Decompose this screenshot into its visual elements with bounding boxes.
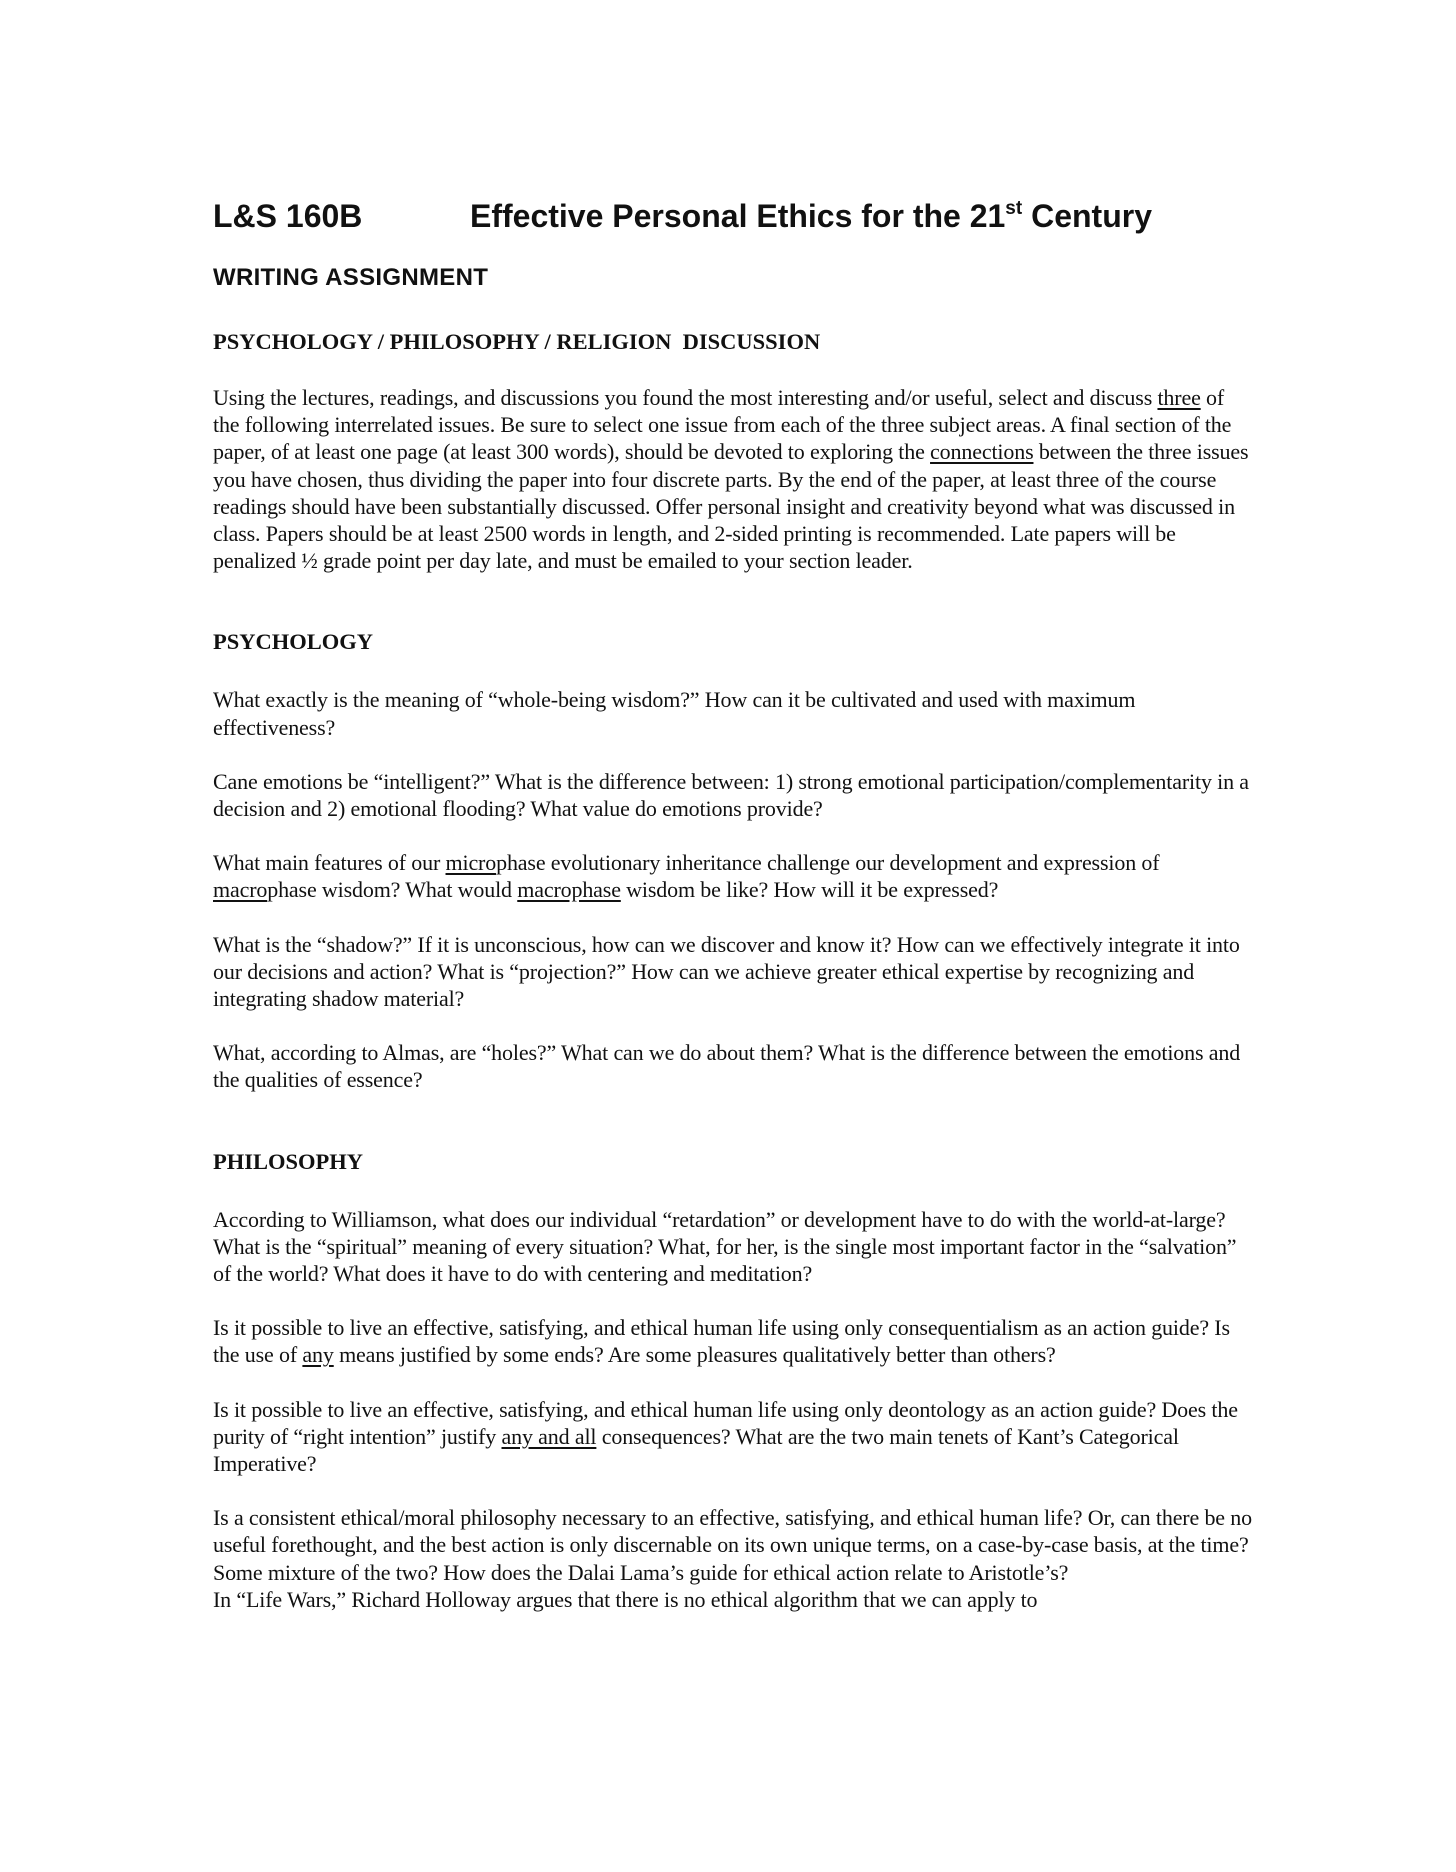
assignment-heading: WRITING ASSIGNMENT xyxy=(213,264,489,291)
philosophy-question-3: Is it possible to live an effective, satisfying, and ethical human life using only deontology as an action guide? Does the purity of “right intention” justify any and all consequences? What are the two main tenets of Kant’s Categorical Imperative? xyxy=(213,1396,1238,1477)
philosophy-question-2: Is it possible to live an effective, satisfying, and ethical human life using only consequentialism as an action guide? Is the use of any means justified by some ends? Are some pleasures qualitatively better than others? xyxy=(213,1315,1230,1368)
course-title: Effective Personal Ethics for the 21st Century xyxy=(470,198,1152,234)
topic-heading: PSYCHOLOGY / PHILOSOPHY / RELIGION DISCUSSION xyxy=(213,329,821,354)
philosophy-question-4: Is a consistent ethical/moral philosophy necessary to an effective, satisfying, and ethical human life? Or, can there be no useful forethought, and the best action is only discernable on its own unique terms, on a case-by-case basis, at the time? Some mixture of the two? How does the Dalai Lama’s guide for ethical action relate to Aristotle’s? xyxy=(213,1505,1252,1585)
section-heading-psychology: PSYCHOLOGY xyxy=(213,629,374,655)
psychology-question-1: What exactly is the meaning of “whole-being wisdom?” How can it be cultivated and used with maximum effectiveness? xyxy=(213,687,1136,740)
psychology-question-3: What main features of our microphase evolutionary inheritance challenge our development and expression of macrophase wisdom? What would macrophase wisdom be like? How will it be expressed? xyxy=(213,850,1160,903)
document-page xyxy=(213,196,1253,1613)
psychology-question-5: What, according to Almas, are “holes?” What can we do about them? What is the difference between the emotions and the qualities of essence? xyxy=(213,1040,1241,1093)
philosophy-question-5: In “Life Wars,” Richard Holloway argues that there is no ethical algorithm that we can apply to xyxy=(213,1586,1038,1612)
psychology-question-2: Cane emotions be “intelligent?” What is the difference between: 1) strong emotional participation/complementarity in a decision and 2) emotional flooding? What value do emotions provide? xyxy=(213,768,1249,822)
course-code: L&S 160B xyxy=(213,198,363,234)
philosophy-question-1: According to Williamson, what does our individual “retardation” or development have to do with the world-at-large? What is the “spiritual” meaning of every situation? What, for her, is the single most important factor in the “salvation” of the world? What does it have to do with centering and meditation? xyxy=(213,1206,1237,1287)
document-title xyxy=(213,196,1253,236)
section-heading-philosophy: PHILOSOPHY xyxy=(213,1148,364,1174)
intro-paragraph: Using the lectures, readings, and discussions you found the most interesting and/or useful, select and discuss three of the following interrelated issues. Be sure to select one issue from each of the three subject areas. A final section of the paper, of at least one page (at least 300 words), should be devoted to exploring the connections between the three issues you have chosen, thus dividing the paper into four discrete parts. By the end of the paper, at least three of the course readings should have been substantially discussed. Offer personal insight and creativity beyond what was discussed in class. Papers should be at least 2500 words in length, and 2-sided printing is recommended. Late papers will be penalized ½ grade point per day late, and must be emailed to your section leader. xyxy=(213,385,1249,574)
psychology-question-4: What is the “shadow?” If it is unconscious, how can we discover and know it? How can we effectively integrate it into our decisions and action? What is “projection?” How can we achieve greater ethical expertise by recognizing and integrating shadow material? xyxy=(213,931,1240,1012)
